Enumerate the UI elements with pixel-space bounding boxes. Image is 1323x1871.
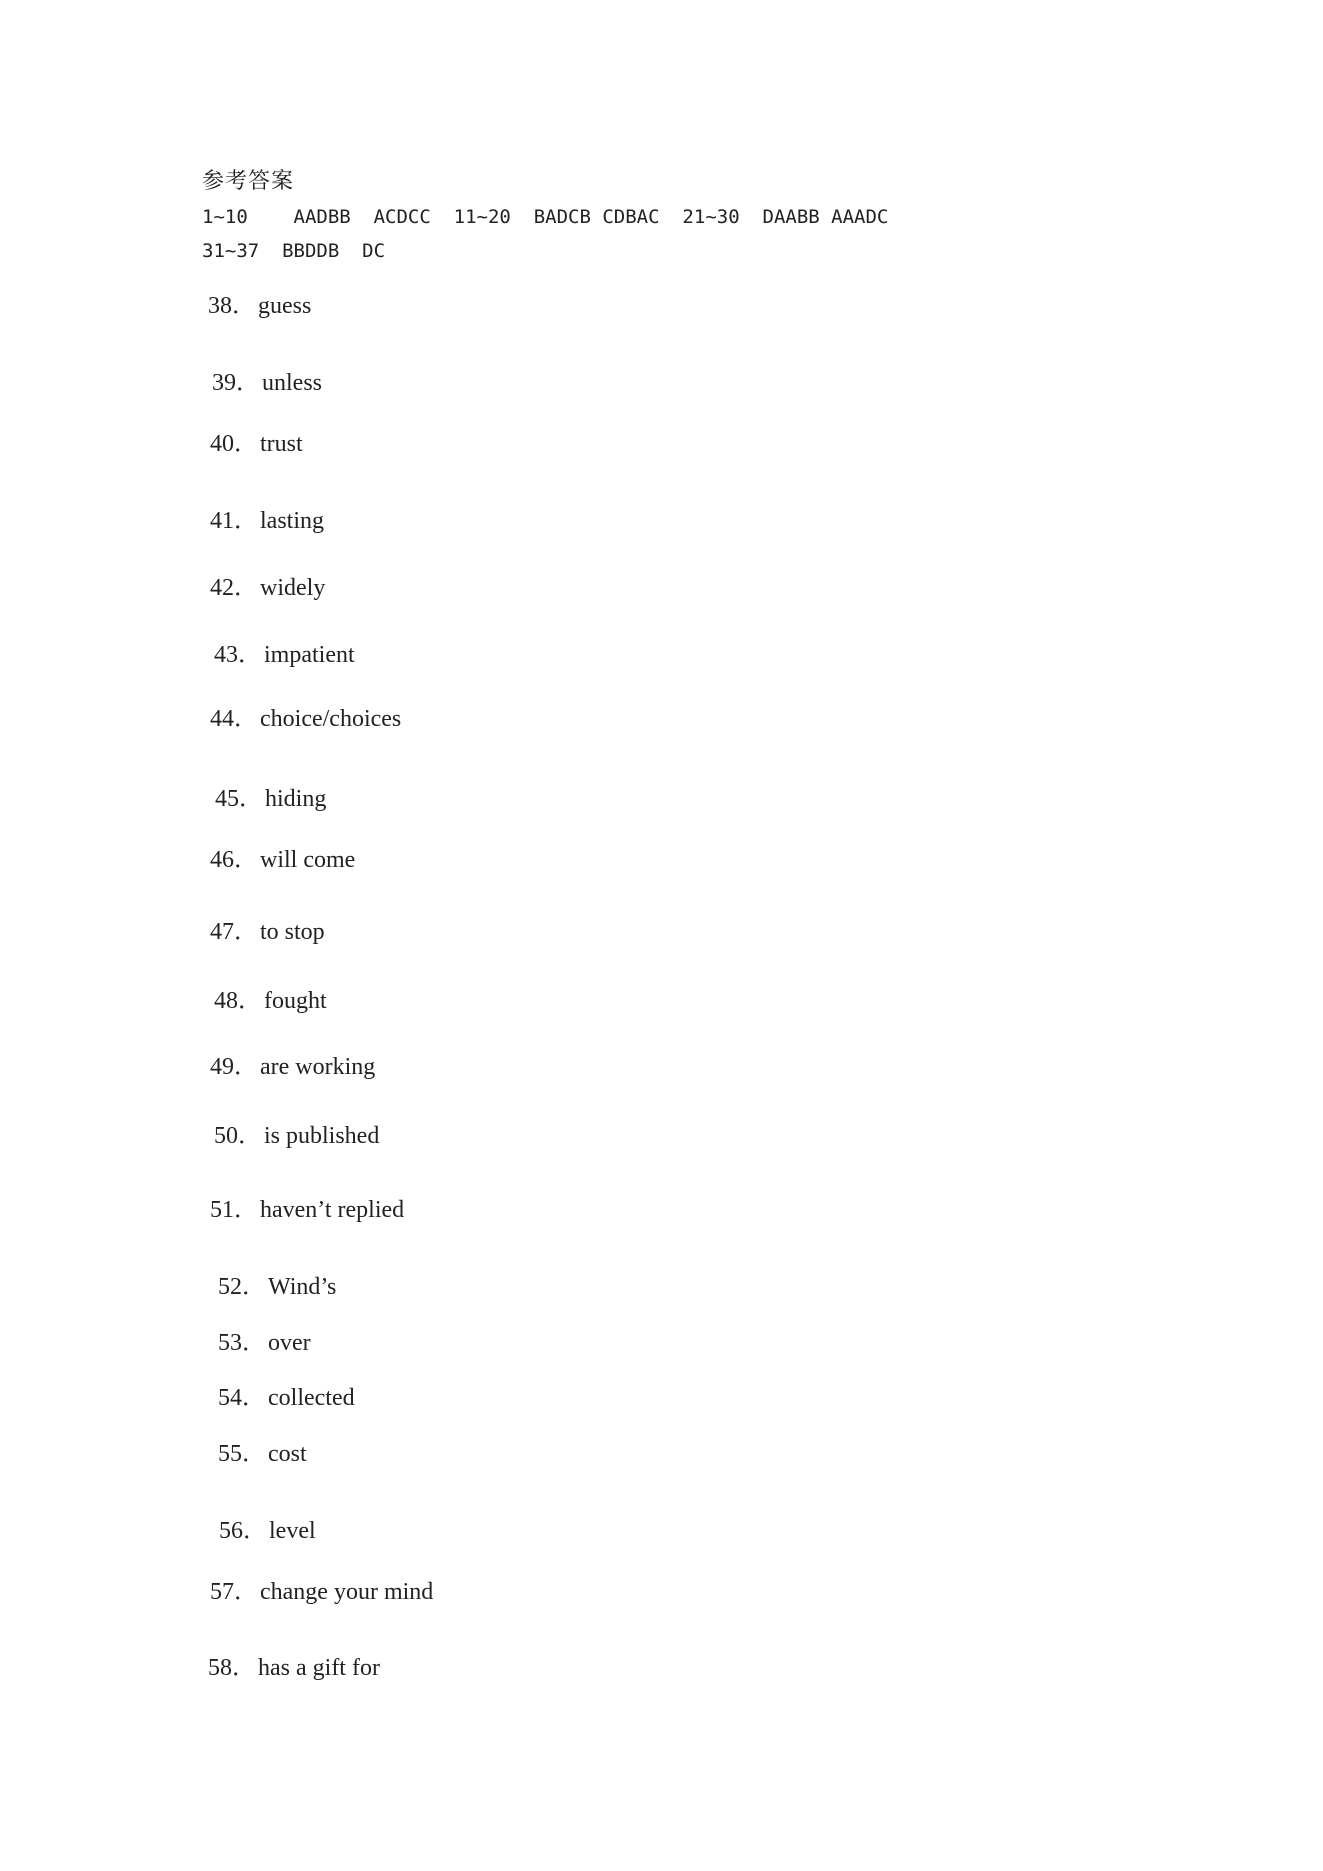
answer-text: will come (260, 847, 356, 873)
multiple-choice-answers-line-1: 1~10 AADBB ACDCC 11~20 BADCB CDBAC 21~30 DAABB AAADC (202, 206, 889, 228)
answer-item-55 (218, 1433, 307, 1468)
answer-item-41 (210, 500, 324, 535)
answer-number: 41． (210, 508, 258, 534)
answer-text: widely (260, 575, 326, 601)
answer-item-40 (210, 423, 303, 458)
multiple-choice-answers-line-2: 31~37 BBDDB DC (202, 240, 386, 262)
answer-number: 50． (214, 1123, 262, 1149)
answer-number: 52． (218, 1274, 266, 1300)
answer-number: 42． (210, 575, 258, 601)
answer-item-43 (214, 634, 355, 669)
answer-text: lasting (260, 508, 324, 534)
answer-number: 44． (210, 706, 258, 732)
answer-item-44 (210, 698, 401, 733)
answer-text: Wind’s (268, 1274, 337, 1300)
answer-text: is published (264, 1123, 380, 1149)
answer-number: 46． (210, 847, 258, 873)
answer-text: hiding (265, 786, 327, 812)
answer-number: 47． (210, 919, 258, 945)
answer-text: fought (264, 988, 327, 1014)
answer-text: has a gift for (258, 1655, 380, 1681)
answer-number: 57． (210, 1579, 258, 1605)
answer-item-53 (218, 1322, 311, 1357)
answer-text: are working (260, 1054, 376, 1080)
answer-text: trust (260, 431, 303, 457)
answer-item-52 (218, 1266, 336, 1301)
answer-text: collected (268, 1385, 355, 1411)
answer-number: 40． (210, 431, 258, 457)
answer-number: 51． (210, 1197, 258, 1223)
answer-text: choice/choices (260, 706, 402, 732)
answer-item-56 (219, 1510, 316, 1545)
answer-item-50 (214, 1115, 379, 1150)
answer-text: level (269, 1518, 316, 1544)
answer-number: 56． (219, 1518, 267, 1544)
answer-item-42 (210, 567, 325, 602)
answer-item-46 (210, 839, 355, 874)
answer-item-39 (212, 362, 322, 397)
answer-number: 43． (214, 642, 262, 668)
answer-text: impatient (264, 642, 355, 668)
answer-number: 55． (218, 1441, 266, 1467)
answer-item-54 (218, 1377, 355, 1412)
answer-number: 45． (215, 786, 263, 812)
answer-item-45 (215, 778, 326, 813)
answer-text: haven’t replied (260, 1197, 405, 1223)
answer-text: change your mind (260, 1579, 434, 1605)
answer-item-58 (208, 1647, 380, 1682)
answer-item-49 (210, 1046, 375, 1081)
answer-item-51 (210, 1189, 404, 1224)
answer-number: 38． (208, 293, 256, 319)
answer-text: guess (258, 293, 312, 319)
answer-number: 48． (214, 988, 262, 1014)
answer-text: over (268, 1330, 311, 1356)
answer-text: cost (268, 1441, 307, 1467)
answer-text: to stop (260, 919, 325, 945)
answer-item-48 (214, 980, 327, 1015)
answer-item-57 (210, 1571, 433, 1606)
answer-number: 53． (218, 1330, 266, 1356)
answer-text: unless (262, 370, 322, 396)
answer-item-47 (210, 911, 325, 946)
answer-number: 49． (210, 1054, 258, 1080)
answer-number: 54． (218, 1385, 266, 1411)
answer-item-38 (208, 285, 311, 320)
answer-number: 39． (212, 370, 260, 396)
page-title: 参考答案 (202, 169, 295, 194)
answer-number: 58． (208, 1655, 256, 1681)
